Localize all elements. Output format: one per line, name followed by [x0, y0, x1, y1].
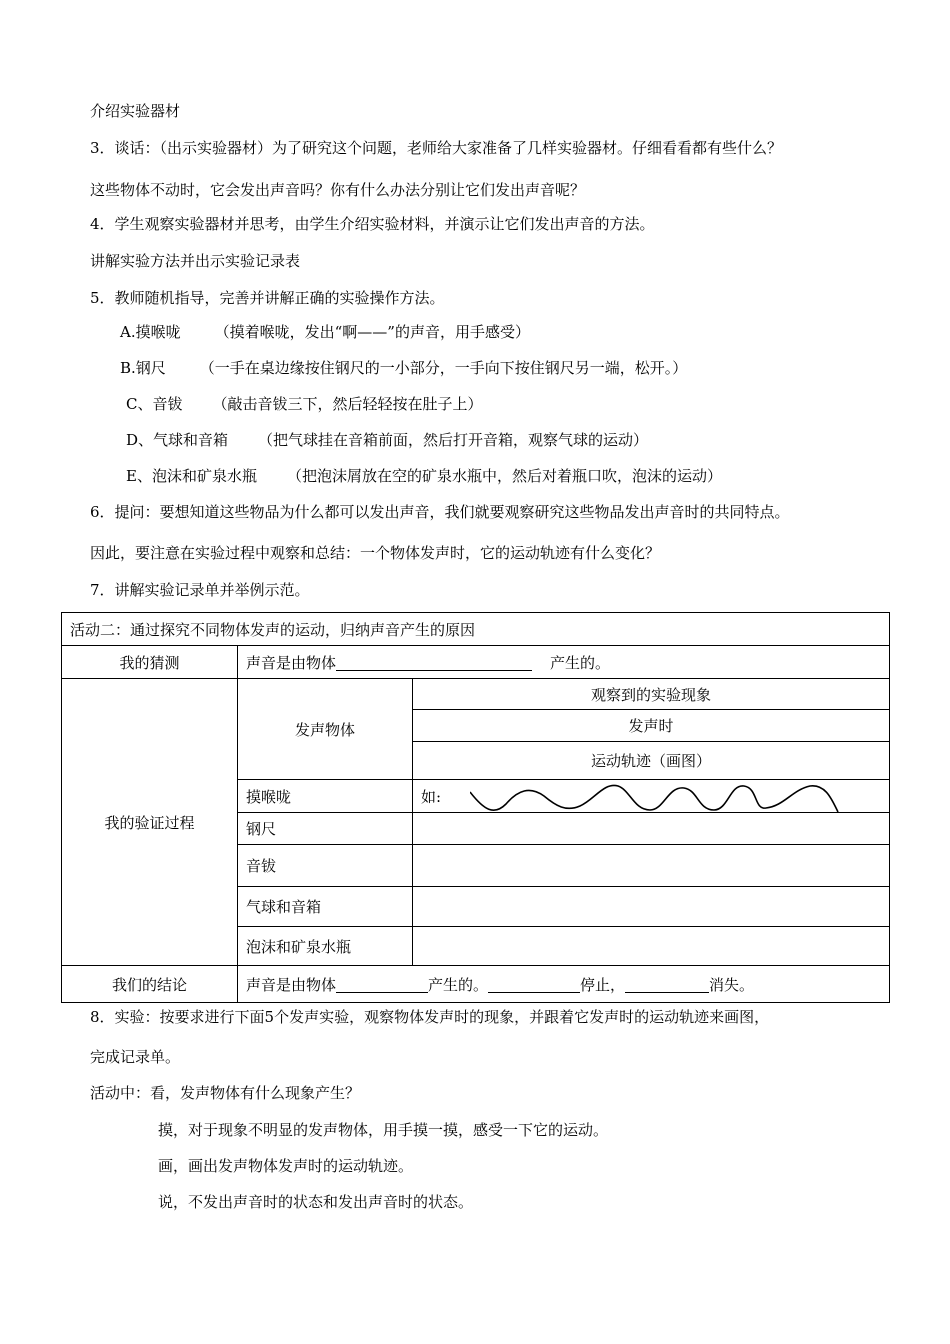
conclusion-blank-3[interactable]: [625, 976, 709, 993]
text-line: 这些物体不动时，它会发出声音吗？你有什么办法分别让它们发出声音呢？: [90, 181, 586, 199]
text-line: 因此，要注意在实验过程中观察和总结：一个物体发声时，它的运动轨迹有什么变化？: [90, 544, 661, 562]
method-item: [120, 322, 530, 342]
track-cell[interactable]: [413, 927, 890, 966]
conclusion-blank-2[interactable]: [488, 976, 580, 993]
text-line: 讲解实验方法并出示实验记录表: [90, 252, 301, 270]
example-wave-drawing: [470, 780, 850, 820]
conclusion-label: 我们的结论: [62, 966, 238, 1003]
text-line: 介绍实验器材: [90, 102, 181, 120]
method-desc: （一手在桌边缘按住钢尺的一小部分，一手向下按住钢尺另一端，松开。）: [199, 359, 688, 377]
wave-path: [470, 785, 838, 812]
guess-label: 我的猜测: [62, 646, 238, 679]
track-header: 运动轨迹（画图）: [413, 742, 890, 780]
method-item: [126, 430, 648, 450]
conclusion-text-stop: 停止，: [580, 975, 626, 994]
verify-label: 我的验证过程: [62, 679, 238, 966]
method-desc: （把泡沫屑放在空的矿泉水瓶中，然后对着瓶口吹，泡沫的运动）: [286, 467, 722, 485]
text-line: 完成记录单。: [90, 1048, 181, 1066]
text-line: 8．实验：按要求进行下面5个发声实验，观察物体发声时的现象，并跟着它发声时的运动轨迹来画图，: [90, 1008, 770, 1026]
track-cell[interactable]: [413, 845, 890, 887]
text-line: 说，不发出声音时的状态和发出声音时的状态。: [158, 1193, 474, 1211]
conclusion-text-pre: 声音是由物体: [246, 975, 337, 994]
guess-text-pre: 声音是由物体: [246, 653, 337, 672]
object-name: 摸喉咙: [238, 780, 413, 813]
method-name: C、音钹: [126, 395, 183, 413]
conclusion-text-mid: 产生的。: [428, 975, 489, 994]
text-line: 6．提问：要想知道这些物品为什么都可以发出声音，我们就要观察研究这些物品发出声音时的共同特点。: [90, 503, 790, 521]
object-name: 钢尺: [238, 813, 413, 845]
conclusion-cell: [238, 966, 890, 1003]
text-line: 画，画出发声物体发声时的运动轨迹。: [158, 1157, 414, 1175]
conclusion-blank-1[interactable]: [336, 976, 428, 993]
method-name: A.摸喉咙: [120, 323, 181, 341]
method-name: B.钢尺: [120, 359, 166, 377]
object-header: 发声物体: [238, 679, 413, 780]
table-title: 活动二：通过探究不同物体发声的运动，归纳声音产生的原因: [62, 613, 890, 646]
when-header: 发声时: [413, 710, 890, 742]
method-name: D、气球和音箱: [126, 431, 229, 449]
object-name: 泡沫和矿泉水瓶: [238, 927, 413, 966]
text-line: 4．学生观察实验器材并思考，由学生介绍实验材料，并演示让它们发出声音的方法。: [90, 215, 655, 233]
method-desc: （摸着喉咙，发出“啊——”的声音，用手感受）: [214, 323, 530, 341]
track-cell[interactable]: [413, 887, 890, 927]
text-line: 5．教师随机指导，完善并讲解正确的实验操作方法。: [90, 289, 445, 307]
example-prefix: 如:: [421, 787, 442, 806]
method-item: [126, 466, 722, 486]
method-item: [126, 394, 483, 414]
object-name: 音钹: [238, 845, 413, 887]
text-line: 活动中：看，发声物体有什么现象产生？: [90, 1084, 361, 1102]
method-item: [120, 358, 687, 378]
object-name: 气球和音箱: [238, 887, 413, 927]
guess-text-post: 产生的。: [550, 653, 611, 672]
text-line: 3．谈话：（出示实验器材）为了研究这个问题，老师给大家准备了几样实验器材。仔细看看都有些什么？: [90, 139, 783, 157]
method-desc: （把气球挂在音箱前面，然后打开音箱，观察气球的运动）: [258, 431, 649, 449]
conclusion-text-end: 消失。: [709, 975, 755, 994]
method-desc: （敲击音钹三下，然后轻轻按在肚子上）: [212, 395, 483, 413]
text-line: 摸，对于现象不明显的发声物体，用手摸一摸，感受一下它的运动。: [158, 1121, 609, 1139]
guess-blank[interactable]: [336, 654, 532, 671]
method-name: E、泡沫和矿泉水瓶: [126, 467, 257, 485]
guess-cell: [238, 646, 890, 679]
text-line: 7．讲解实验记录单并举例示范。: [90, 581, 310, 599]
observed-header: 观察到的实验现象: [413, 679, 890, 710]
